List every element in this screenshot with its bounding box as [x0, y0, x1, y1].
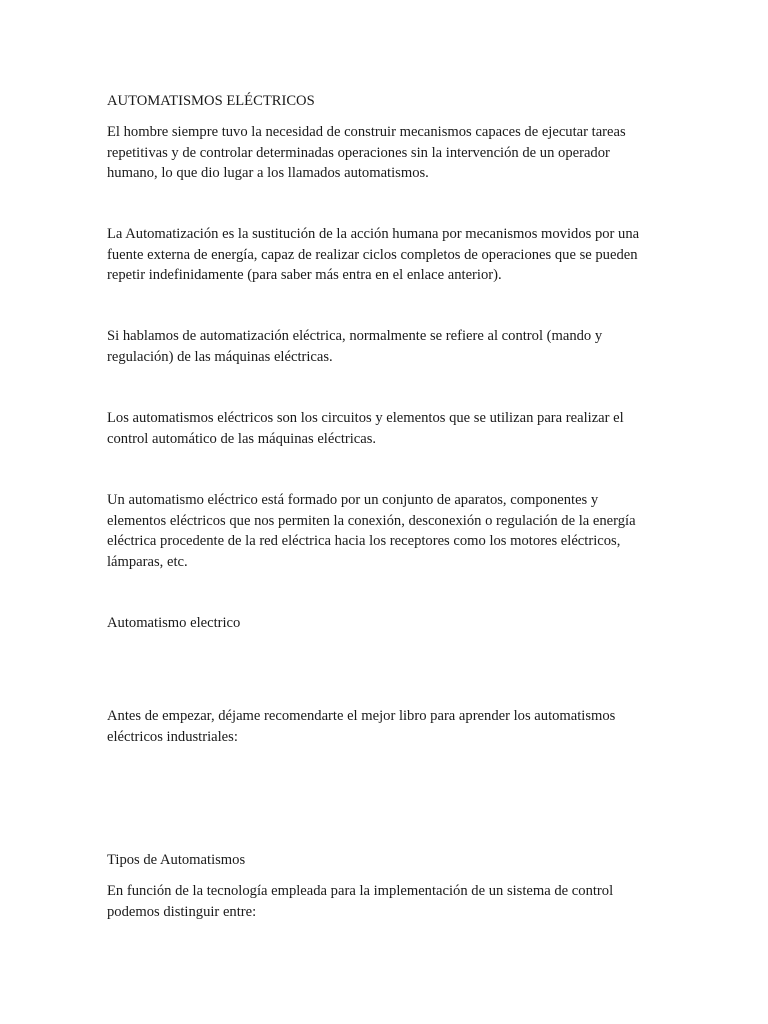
paragraph-line: eléctrica procedente de la red eléctrica hacia los receptores como los motores eléctricos,: [107, 533, 621, 550]
paragraph-automatismo-formado: [107, 490, 667, 572]
paragraph-automatizacion-electrica: [107, 326, 667, 367]
paragraph-section-intro: [107, 881, 667, 922]
image-caption: [107, 613, 667, 634]
paragraph-line: control automático de las máquinas eléctricas.: [107, 430, 377, 447]
paragraph-line: Los automatismos eléctricos son los circuitos y elementos que se utilizan para realizar el: [107, 410, 624, 426]
paragraph-line: elementos eléctricos que nos permiten la conexión, desconexión o regulación de la energía: [107, 512, 636, 529]
paragraph-line: lámparas, etc.: [107, 553, 188, 570]
paragraph-line: humano, lo que dio lugar a los llamados automatismos.: [107, 165, 429, 182]
paragraph-line: eléctricos industriales:: [107, 728, 238, 745]
document-title-text: AUTOMATISMOS ELÉCTRICOS: [107, 93, 315, 109]
paragraph-automatismos-electricos: [107, 408, 667, 449]
paragraph-line: Un automatismo eléctrico está formado por un conjunto de aparatos, componentes y: [107, 492, 599, 508]
paragraph-line: regulación) de las máquinas eléctricas.: [107, 348, 333, 365]
paragraph-line: fuente externa de energía, capaz de realizar ciclos completos de operaciones que se pueden: [107, 246, 638, 263]
document-title: [107, 91, 667, 112]
section-heading-text: Tipos de Automatismos: [107, 852, 246, 868]
paragraph-line: El hombre siempre tuvo la necesidad de construir mecanismos capaces de ejecutar tareas: [107, 124, 626, 140]
paragraph-line: repetitivas y de controlar determinadas operaciones sin la intervención de un operador: [107, 144, 610, 161]
paragraph-line: En función de la tecnología empleada para la implementación de un sistema de control: [107, 883, 614, 899]
paragraph-intro: [107, 122, 667, 184]
paragraph-automatizacion: [107, 224, 667, 286]
paragraph-recommendation: [107, 706, 667, 747]
paragraph-line: Antes de empezar, déjame recomendarte el mejor libro para aprender los automatismos: [107, 708, 616, 724]
image-caption-text: Automatismo electrico: [107, 615, 241, 631]
paragraph-line: Si hablamos de automatización eléctrica, normalmente se refiere al control (mando y: [107, 328, 603, 344]
section-heading: [107, 850, 667, 871]
paragraph-line: La Automatización es la sustitución de la acción humana por mecanismos movidos por una: [107, 226, 640, 242]
paragraph-line: podemos distinguir entre:: [107, 903, 257, 920]
paragraph-line: repetir indefinidamente (para saber más entra en el enlace anterior).: [107, 267, 502, 284]
